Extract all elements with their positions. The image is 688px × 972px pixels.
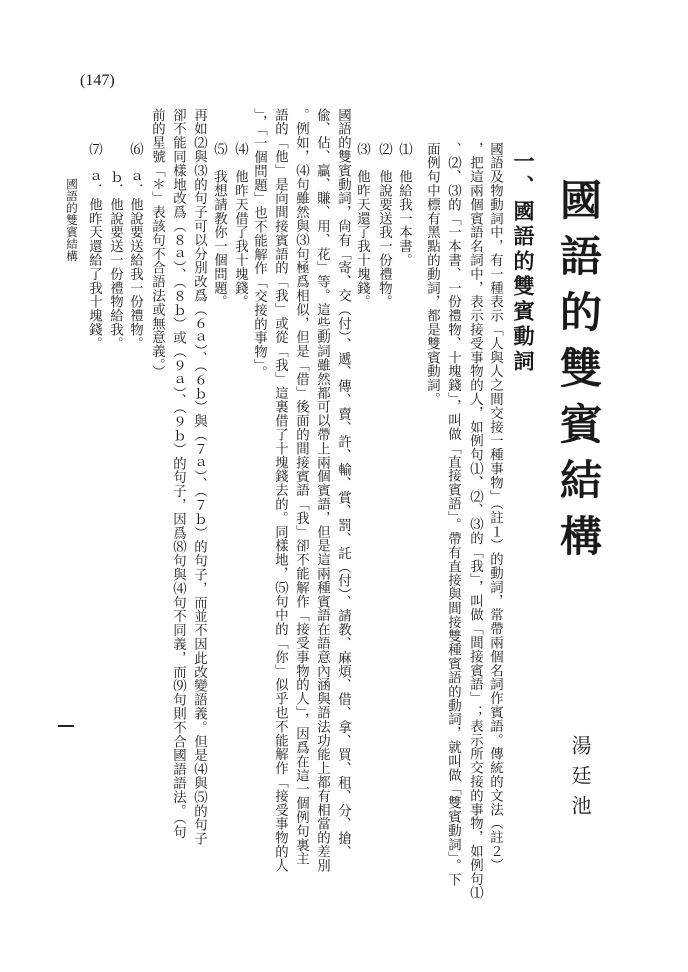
text-column-2: ，把這兩個賓語名詞中，表示接受事物的人，如例句⑴、⑵、⑶的「我」，叫做「間接賓語」；表示所交接的事物，如例句⑴ <box>467 142 483 900</box>
text-column-15: 再如⑵與⑶的句子可以分別改爲（６ａ）、（６ｂ）與（７ａ）、（７ｂ）的句子，而並不因此改變語義。但是⑷與⑸的句子 <box>191 108 207 846</box>
text-column-16: 卻不能同樣地改爲（８ａ）、（８ｂ）或（９ａ）、（９ｂ）的句子，因爲⑻句與⑷句不同義，而⑼句則不合國語語法。（句 <box>170 108 186 839</box>
example-sentence-2: ⑵ 他說要送我一份禮物。 <box>376 142 392 309</box>
running-footer: 國語的雙賓結構 <box>65 178 79 262</box>
example-sentence-3: ⑶ 他昨天還了我十塊錢。 <box>354 142 370 309</box>
page-number: (147) <box>80 72 115 89</box>
text-column-1: 國語及物動詞中，有一種表示「人與人之間交接一種事物」（註１）的動詞，常帶兩個名詞作賓語。傳統的文法（註２） <box>487 142 503 872</box>
text-column-12: 」，「一個問題」也不能解作「交接的事物」。 <box>251 108 267 380</box>
section-heading: 一、國語的雙賓動詞 <box>511 150 536 375</box>
article-title: 國語的雙賓結構 <box>554 178 603 570</box>
example-sentence-4: ⑷ 他昨天借了我十塊錢。 <box>232 142 248 309</box>
text-column-9: 偸、佔、贏、賺、用、花」等。這些動詞雖然都可以帶上兩個賓語，但是這兩種賓語在語意內涵與語法功能上都有相當的差別 <box>314 108 330 873</box>
text-column-8: 國語的雙賓動詞，尙有「寄、交（付）、遞、傳、賣、許、輸、賞、罰、託（付）、請教、麻煩、借、拿、買、租、分、搶、 <box>335 108 351 860</box>
example-sentence-7a: ⑺ ａ．他昨天還給了我十塊錢。 <box>86 142 102 351</box>
example-sentence-5: ⑸ 我想請教你一個問題。 <box>211 142 227 309</box>
text-column-3: 、⑵、⑶的「一本書、一份禮物、十塊錢」，叫做「直接賓語」。帶有直接與間接雙種賓語的動詞，就叫做「雙賓動詞」。下 <box>445 142 461 887</box>
author-name: 湯廷池 <box>568 735 592 825</box>
example-sentence-1: ⑴ 他給我一本書。 <box>396 142 412 268</box>
text-column-4: 面例句中標有黑點的動詞，都是雙賓動詞。 <box>424 142 440 407</box>
text-column-10: 。例如，⑷句雖然與⑶句極爲相似，但是「借」後面的間接賓語「我」卻不能解作「接受事物的人」，因爲在這一個例句裏主 <box>293 108 309 866</box>
text-column-11: 語的「他」是向間接賓語的「我」或從「我」這裏借了十塊錢去的。同樣地，⑸句中的「你」似乎也不能解作「接受事物的人 <box>272 108 288 873</box>
example-sentence-6b: ｂ．他說要送一份禮物給我。 <box>107 142 123 351</box>
folio-mark <box>58 725 74 727</box>
example-sentence-6a: ⑹ ａ．他說要送給我一份禮物。 <box>127 142 143 351</box>
text-column-17: 前的星號「＊」表該句不合語法或無意義。） <box>149 108 165 380</box>
